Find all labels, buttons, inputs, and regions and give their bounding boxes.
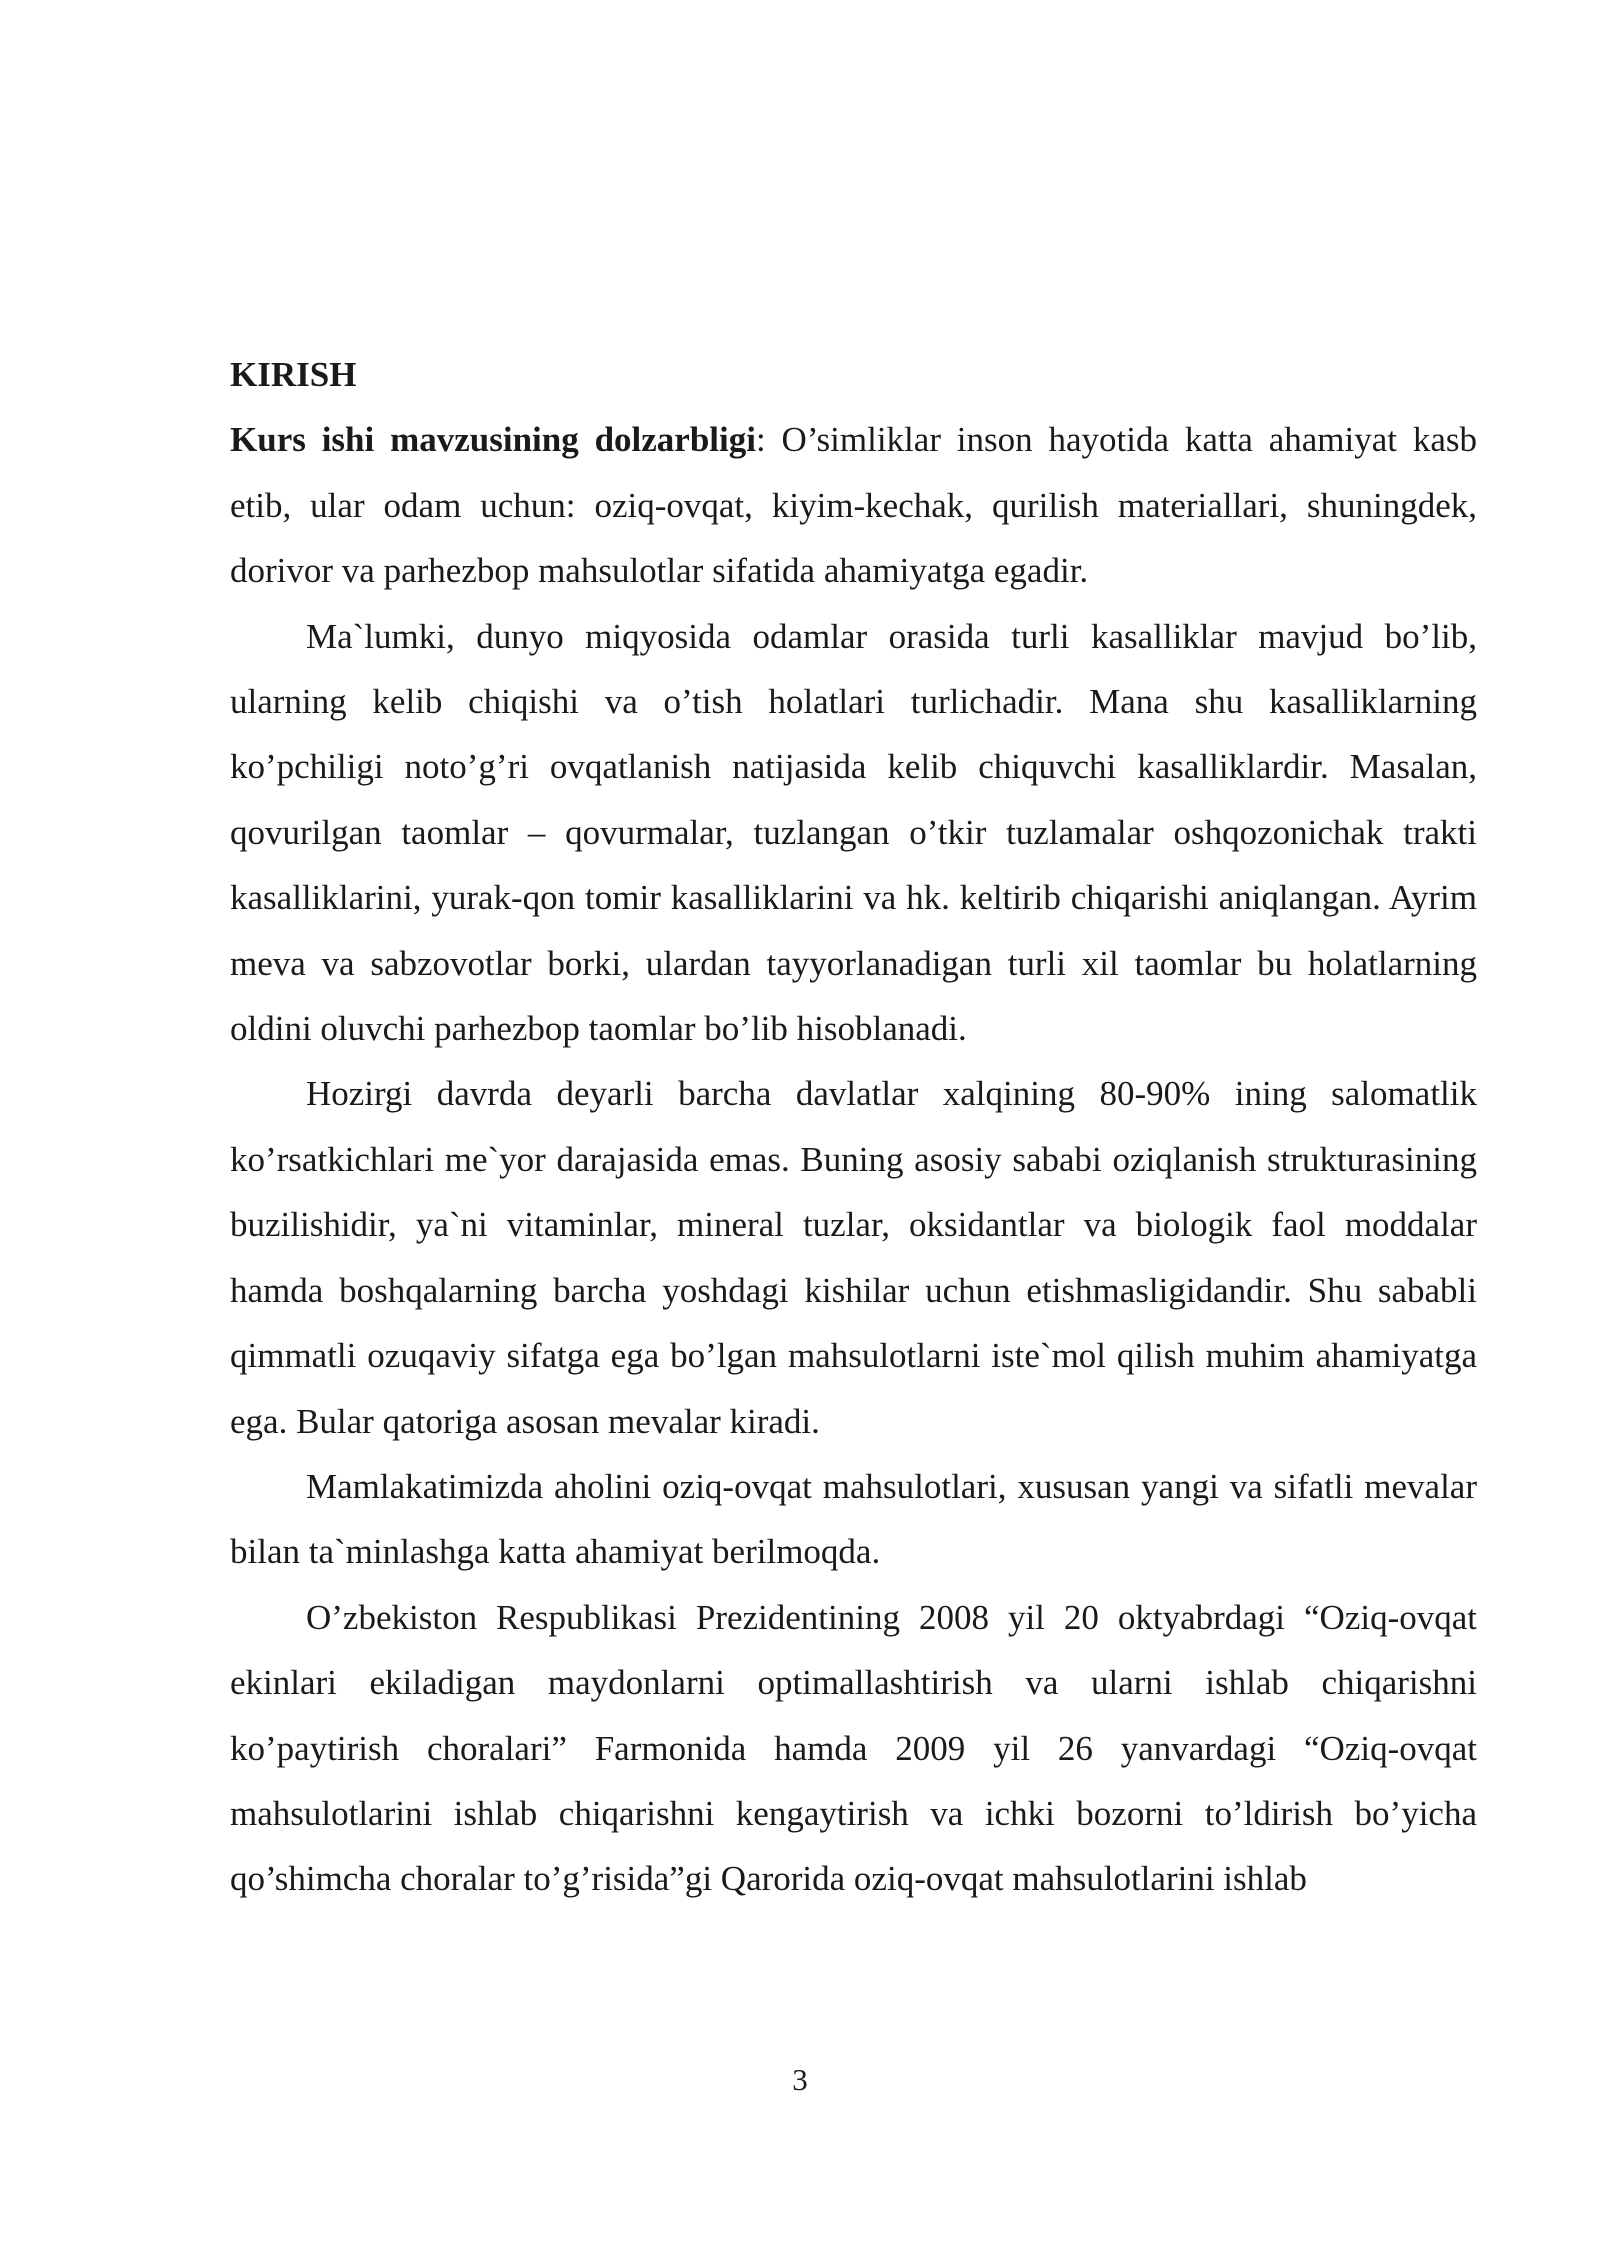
body-paragraph: O’zbekiston Respublikasi Prezidentining 2008 yil 20 oktyabrdagi “Oziq-ovqat ekinlari ekiladigan maydonlarni optimallashtirish va ularni ishlab chiqarishni ko’paytirish choralari” Farmonida hamda 2009 yil 26 yanvardagi “Oziq-ovqat mahsulotlarini ishlab chiqarishni kengaytirish va ichki bozorni to’ldirish bo’yicha qo’shimcha choralar to’g’risida”gi Qarorida oziq-ovqat mahsulotlarini ishlab (230, 1597, 1477, 1899)
body-paragraph: Hozirgi davrda deyarli barcha davlatlar xalqining 80-90% ining salomatlik ko’rsatkichlari me`yor darajasida emas. Buning asosiy sababi oziqlanish strukturasining buzilishidir, ya`ni vitaminlar, mineral tuzlar, oksidantlar va biologik faol moddalar hamda boshqalarning barcha yoshdagi kishilar uchun etishmasligidandir. Shu sababli qimmatli ozuqaviy sifatga ega bo’lgan mahsulotlarni iste`mol qilish muhim ahamiyatga ega. Bular qatoriga asosan mevalar kiradi. (230, 1074, 1477, 1441)
body-paragraph: Ma`lumki, dunyo miqyosida odamlar orasida turli kasalliklar mavjud bo’lib, ularning kelib chiqishi va o’tish holatlari turlichadir. Mana shu kasalliklarning ko’pchiligi noto’g’ri ovqatlanish natijasida kelib chiquvchi kasalliklardir. Masalan, qovurilgan taomlar – qovurmalar, tuzlangan o’tkir tuzlamalar oshqozonichak trakti kasalliklarini, yurak-qon tomir kasalliklarini va hk. keltirib chiqarishi aniqlangan. Ayrim meva va sabzovotlar borki, ulardan tayyorlanadigan turli xil taomlar bu holatlarning oldini oluvchi parhezbop taomlar bo’lib hisoblanadi. (230, 616, 1477, 1049)
intro-text: : O’simliklar inson hayotida katta ahamiyat kasb etib, ular odam uchun: oziq-ovqat, kiyim-kechak, qurilish materiallari, shuningdek, dorivor va parhezbop mahsulotlar sifatida ahamiyatga egadir. (230, 420, 1477, 591)
section-heading: KIRISH (230, 355, 357, 394)
page-number: 3 (792, 2062, 808, 2097)
intro-lead: Kurs ishi mavzusining dolzarbligi (230, 420, 756, 460)
intro-paragraph (230, 407, 1477, 603)
page-body (230, 342, 1477, 1912)
body-paragraph: Mamlakatimizda aholini oziq-ovqat mahsulotlari, xususan yangi va sifatli mevalar bilan ta`minlashga katta ahamiyat berilmoqda. (230, 1466, 1477, 1572)
